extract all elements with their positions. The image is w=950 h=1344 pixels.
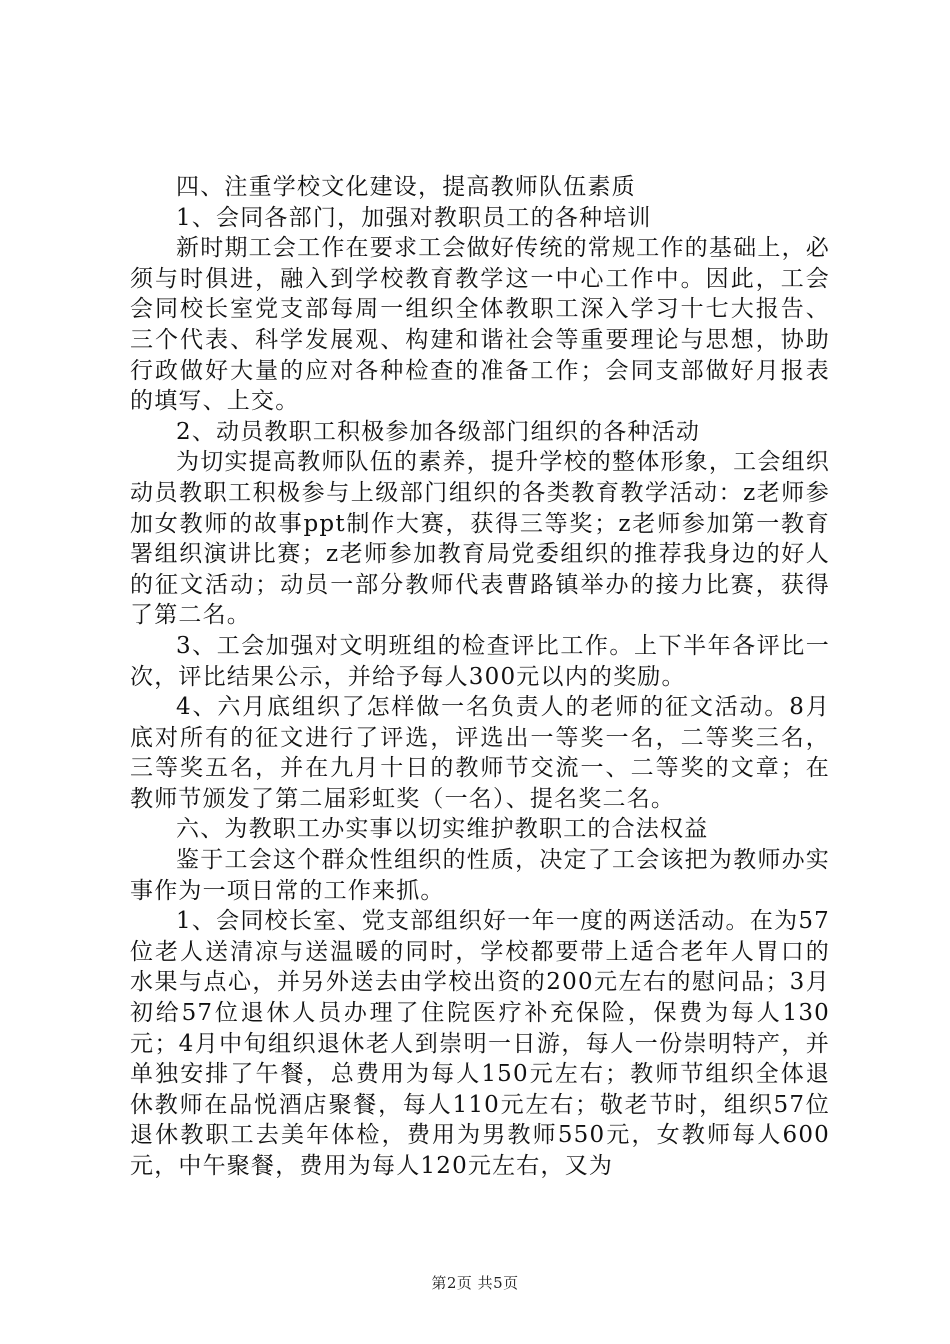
- paragraph-union-nature: 鉴于工会这个群众性组织的性质，决定了工会该把为教师办实事作为一项日常的工作来抓。: [130, 847, 830, 904]
- paragraph-evaluation: 3、工会加强对文明班组的检查评比工作。上下半年各评比一次，评比结果公示，并给予每人300元以内的奖励。: [130, 632, 830, 690]
- document-body: [130, 172, 830, 1182]
- page-footer: 第2页 共5页: [431, 1274, 519, 1292]
- section-heading-6: 六、为教职工办实事以切实维护教职工的合法权益: [176, 816, 709, 843]
- paragraph-retiree-care: 1、会同校长室、党支部组织好一年一度的两送活动。在为57位老人送清凉与送温暖的同时，学校都要带上适合老年人胃口的水果与点心，并另外送去由学校出资的200元左右的慰问品；3月初给57位退休人员办理了住院医疗补充保险，保费为每人130元；4月中旬组织退休老人到崇明一日游，每人一份崇明特产，并单独安排了午餐，总费用为每人150元左右；教师节组织全体退休教师在品悦酒店聚餐，每人110元左右；敬老节时，组织57位退休教职工去美年体检，费用为男教师550元，女教师每人600元，中午聚餐，费用为每人120元左右，又为: [130, 908, 830, 1179]
- section-heading-4: 四、注重学校文化建设，提高教师队伍素质: [176, 174, 636, 200]
- subheading-activities: 2、动员教职工积极参加各级部门组织的各种活动: [176, 418, 701, 445]
- paragraph-essay-contest: 4、六月底组织了怎样做一名负责人的老师的征文活动。8月底对所有的征文进行了评选，评选出一等奖一名，二等奖三名，三等奖五名，并在九月十日的教师节交流一、二等奖的文章；在教师节颁发了第二届彩虹奖（一名）、提名奖二名。: [130, 694, 830, 812]
- paragraph-activities: 为切实提高教师队伍的素养，提升学校的整体形象，工会组织动员教职工积极参与上级部门组织的各类教育教学活动：z老师参加女教师的故事ppt制作大赛，获得三等奖；z老师参加第一教育署组织演讲比赛；z老师参加教育局党委组织的推荐我身边的好人的征文活动；动员一部分教师代表曹路镇举办的接力比赛，获得了第二名。: [130, 449, 830, 629]
- paragraph-training: 新时期工会工作在要求工会做好传统的常规工作的基础上，必须与时俱进，融入到学校教育教学这一中心工作中。因此，工会会同校长室党支部每周一组织全体教职工深入学习十七大报告、三个代表、科学发展观、构建和谐社会等重要理论与思想，协助行政做好大量的应对各种检查的准备工作；会同支部做好月报表的填写、上交。: [130, 235, 830, 415]
- subheading-training: 1、会同各部门，加强对教职员工的各种培训: [176, 204, 652, 231]
